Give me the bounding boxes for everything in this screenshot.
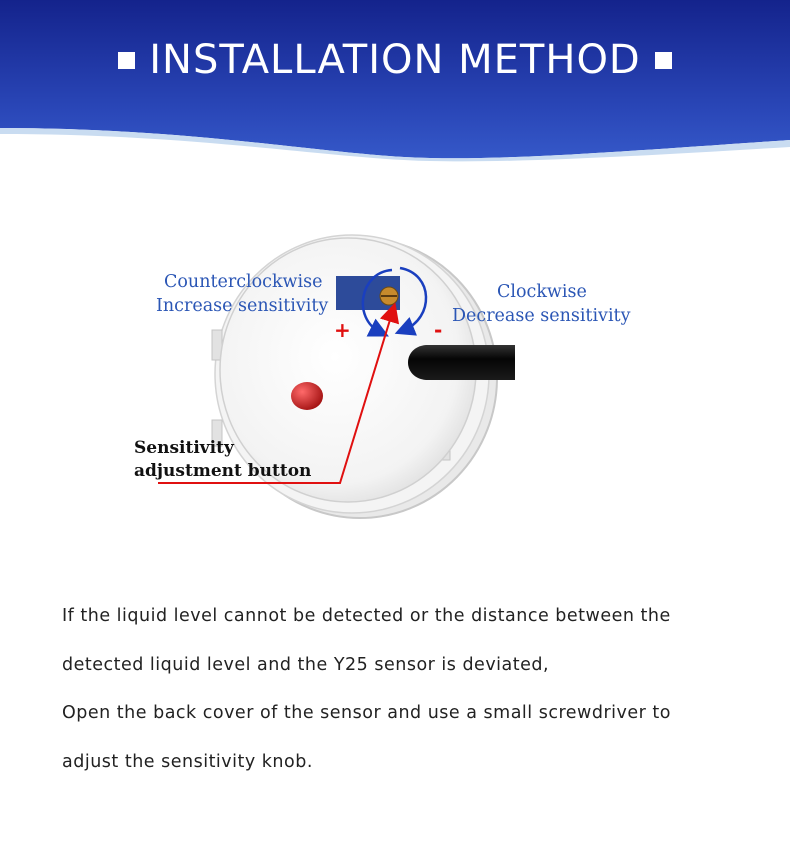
description-line: Open the back cover of the sensor and use a small screwdriver to xyxy=(62,703,671,723)
description-line: adjust the sensitivity knob. xyxy=(62,751,313,772)
description xyxy=(62,592,752,786)
minus-sign: - xyxy=(434,318,443,342)
button-label-line1: Sensitivity xyxy=(134,438,234,458)
description-line: detected liquid level and the Y25 sensor is deviated, xyxy=(62,654,550,675)
description-line: If the liquid level cannot be detected or the distance between the xyxy=(62,606,671,626)
plus-sign: + xyxy=(334,318,351,342)
cw-label-line1: Clockwise xyxy=(497,282,587,302)
page-title: INSTALLATION METHOD xyxy=(149,37,641,83)
button-label-line2: adjustment button xyxy=(134,461,312,481)
cw-label-line2: Decrease sensitivity xyxy=(452,306,631,326)
ccw-label-line2: Increase sensitivity xyxy=(156,296,329,316)
sensor-cable xyxy=(408,345,515,380)
ccw-label-line1: Counterclockwise xyxy=(164,272,323,292)
indicator-led xyxy=(291,382,323,410)
